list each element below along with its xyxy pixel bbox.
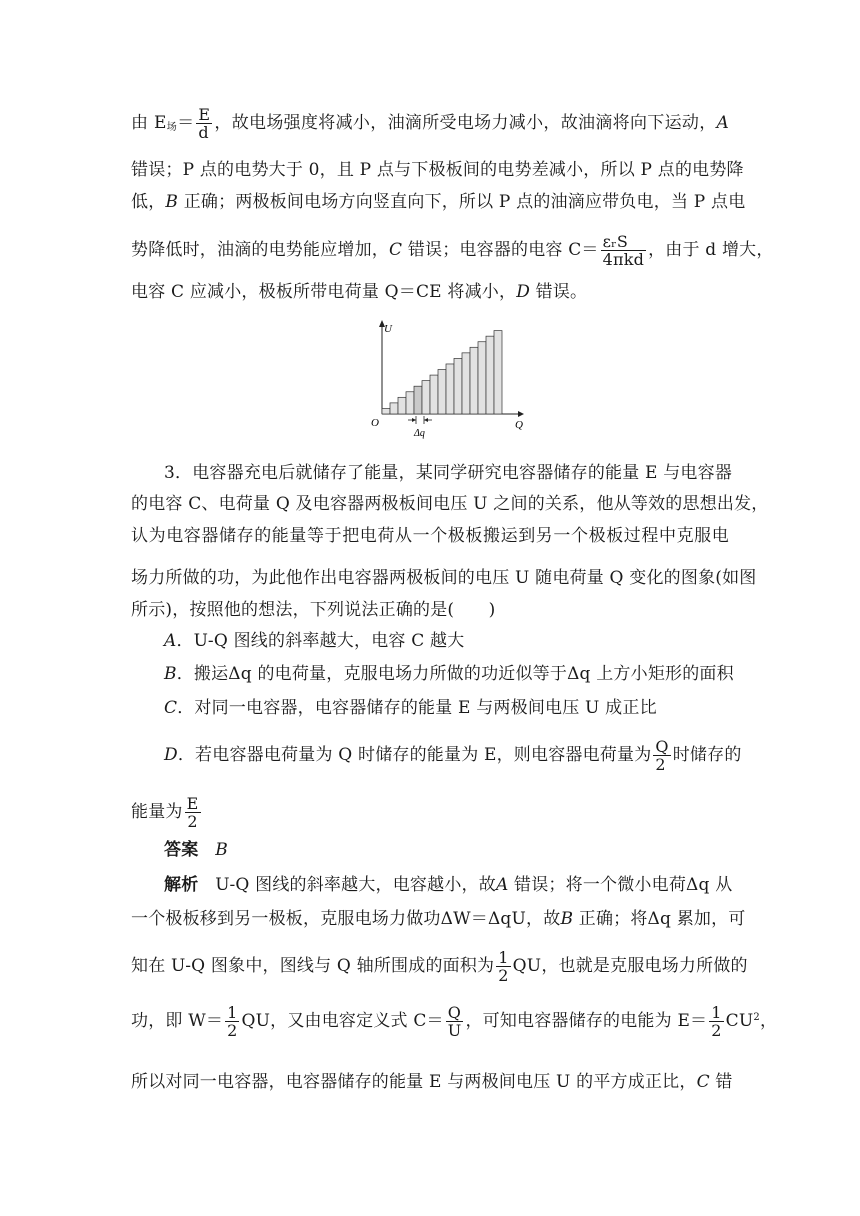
option-ref: C	[696, 1072, 710, 1092]
option-b-text: ．搬运Δq 的电荷量，克服电场力所做的功近似等于Δq 上方小矩形的面积	[176, 664, 734, 684]
fraction-numerator: 1	[711, 1003, 722, 1022]
answer-value: B	[215, 840, 228, 860]
fraction-numerator: Q	[655, 737, 669, 756]
charge-rectangle	[422, 381, 430, 414]
charge-rectangle	[486, 336, 494, 414]
u-axis-label: U	[384, 323, 392, 335]
charge-rectangles	[382, 331, 502, 414]
fraction-q-over-u	[446, 1004, 464, 1039]
charge-rectangle	[494, 331, 502, 414]
fraction-one-half	[496, 949, 510, 984]
option-ref: A	[495, 875, 509, 895]
text-fragment: QU，又由电容定义式 C＝	[241, 1011, 444, 1031]
text-fragment: 错误；将一个微小电荷Δq 从	[508, 875, 733, 895]
charge-rectangle	[454, 358, 462, 414]
subscript: 场	[166, 122, 178, 133]
charge-rectangle	[382, 408, 390, 414]
delta-arrowhead-right	[424, 418, 428, 422]
text-fragment: ，由于 d 增大，	[648, 240, 774, 260]
solution-line-5	[131, 281, 729, 303]
fraction-denominator: 2	[655, 755, 666, 774]
fraction-denominator: 2	[711, 1021, 722, 1040]
text-fragment: 所以对同一电容器，电容器储存的能量 E 与两极间电压 U 的平方成正比，	[131, 1072, 697, 1092]
analysis-line-2	[131, 908, 746, 930]
text-fragment: ，可知电容器储存的电能为 E＝	[465, 1011, 708, 1031]
option-ref: B	[165, 192, 179, 212]
text-fragment: U-Q 图线的斜率越大，电容越小，故	[215, 875, 496, 895]
question-line-1: 3．电容器充电后就储存了能量，某同学研究电容器储存的能量 E 与电容器	[164, 463, 733, 483]
option-d-line-2	[131, 795, 729, 830]
fraction-denominator: U	[447, 1021, 462, 1040]
option-a-text: ．U-Q 图线的斜率越大，电容 C 越大	[176, 631, 465, 651]
text-fragment: CU	[725, 1011, 754, 1031]
fraction-denominator: 2	[498, 966, 509, 985]
charge-rectangle	[398, 397, 406, 414]
u-q-graph-figure	[370, 318, 530, 440]
origin-label: O	[371, 417, 379, 429]
text-fragment: 正确；两极板间电场方向竖直向下，所以 P 点的油滴应带负电，当 P 点电	[178, 192, 746, 212]
option-d	[164, 737, 742, 774]
fraction-numerator: εᵣS	[601, 233, 646, 251]
option-c-text: ．对同一电容器，电容器储存的能量 E 与两极间电压 U 成正比	[177, 698, 657, 718]
text-fragment: 知在 U-Q 图象中，图线与 Q 轴所围成的面积为	[131, 956, 495, 976]
charge-rectangle	[390, 403, 398, 414]
charge-rectangle	[430, 375, 438, 414]
fraction-e-over-2	[185, 795, 201, 830]
question-line-4: 场力所做的功，为此他作出电容器两极板间的电压 U 随电荷量 Q 变化的图象(如图	[131, 568, 757, 588]
charge-rectangle	[414, 386, 422, 414]
analysis-line-3	[131, 948, 748, 985]
solution-line-3	[131, 191, 746, 213]
analysis-line-5	[131, 1071, 733, 1093]
text-fragment: 时储存的	[672, 745, 742, 765]
charge-rectangle	[478, 342, 486, 414]
delta-q-marker	[408, 416, 432, 424]
fraction-denominator: 2	[227, 1021, 238, 1040]
text-fragment: 一个极板移到另一极板，克服电场力做功ΔW＝ΔqU，故	[131, 909, 561, 929]
option-c-label: C	[164, 698, 178, 718]
fraction-one-half	[709, 1004, 723, 1039]
text-fragment: ，	[759, 1011, 778, 1031]
analysis-label: 解析	[164, 875, 199, 895]
answer-label: 答案	[164, 840, 199, 860]
solution-line-1	[131, 106, 729, 141]
fraction-numerator: 1	[227, 1003, 238, 1022]
text-fragment: ，故电场强度将减小，油滴所受电场力减小，故油滴将向下运动，	[214, 113, 717, 133]
solution-line-2: 错误；P 点的电势大于 0，且 P 点与下极板间的电势差减小，所以 P 点的电势降	[131, 160, 744, 180]
charge-rectangle	[438, 370, 446, 414]
text-fragment: 错误。	[530, 282, 588, 302]
question-line-2: 的电容 C、电荷量 Q 及电容器两极板间电压 U 之间的关系，他从等效的思想出发，	[131, 494, 769, 514]
analysis-line-4	[131, 1003, 778, 1040]
option-ref: B	[560, 909, 574, 929]
q-axis-arrow	[518, 411, 524, 417]
text-fragment: ．若电容器电荷量为 Q 时储存的能量为 E，则电容器电荷量为	[177, 745, 652, 765]
text-fragment: 低，	[131, 192, 166, 212]
option-a	[164, 630, 729, 652]
text-fragment: QU，也就是克服电场力所做的	[512, 956, 748, 976]
fraction-numerator: Q	[446, 1004, 464, 1022]
option-b	[164, 663, 734, 685]
option-b-label: B	[164, 664, 177, 684]
text-fragment: ＝	[177, 113, 195, 133]
fraction-capacitance	[601, 233, 646, 268]
option-ref: D	[516, 282, 531, 302]
charge-rectangle	[406, 392, 414, 414]
superscript: 2	[753, 1012, 760, 1023]
answer-line	[164, 839, 729, 861]
text-fragment: 电容 C 应减小，极板所带电荷量 Q＝CE 将减小，	[131, 282, 517, 302]
delta-arrowhead-left	[412, 418, 416, 422]
question-line-5: 所示)，按照他的想法，下列说法正确的是( )	[131, 600, 496, 620]
text-fragment: 错误；电容器的电容 C＝	[402, 240, 599, 260]
fraction-numerator: E	[186, 794, 199, 813]
charge-rectangle	[446, 364, 454, 414]
charge-rectangle	[470, 347, 478, 414]
fraction-numerator: 1	[498, 948, 509, 967]
solution-line-4	[131, 232, 774, 269]
text-fragment: 由 E	[131, 113, 167, 133]
option-a-label: A	[164, 631, 177, 651]
fraction-e-over-d	[196, 106, 212, 141]
analysis-line-1	[164, 874, 733, 896]
option-c	[164, 697, 729, 719]
charge-rectangle	[462, 353, 470, 414]
text-fragment: 能量为	[131, 802, 183, 822]
option-ref: A	[716, 113, 730, 133]
fraction-one-half	[225, 1004, 239, 1039]
fraction-q-over-2	[653, 738, 670, 773]
option-d-label: D	[164, 745, 178, 765]
fraction-denominator: d	[198, 123, 209, 142]
text-fragment: 势降低时，油滴的电势能应增加，	[131, 240, 389, 260]
fraction-numerator: E	[198, 105, 211, 124]
fraction-denominator: 2	[187, 812, 198, 831]
question-line-3: 认为电容器储存的能量等于把电荷从一个极板搬运到另一个极板过程中克服电	[131, 526, 729, 546]
fraction-denominator: 4πkd	[602, 250, 645, 269]
text-fragment: 错	[709, 1072, 733, 1092]
option-ref: C	[389, 240, 403, 260]
q-axis-label: Q	[515, 419, 523, 431]
text-fragment: 正确；将Δq 累加，可	[573, 909, 746, 929]
text-fragment: 功，即 W＝	[131, 1011, 224, 1031]
delta-q-label: Δq	[414, 428, 425, 439]
